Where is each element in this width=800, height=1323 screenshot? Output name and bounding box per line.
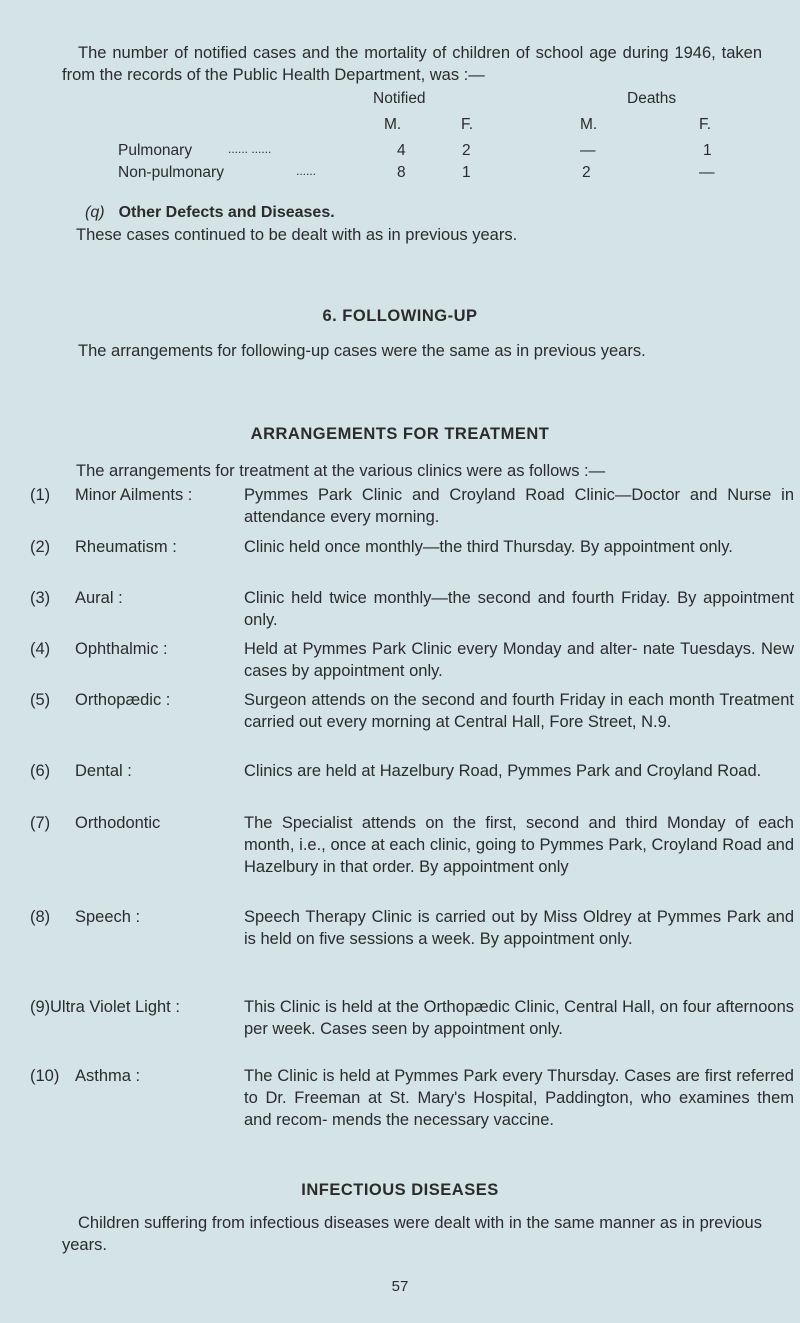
subsection-letter: (q)	[85, 204, 105, 221]
table-row-leader: ...... ......	[228, 142, 272, 156]
table-header-notified-m: M.	[384, 116, 402, 133]
item-description: Clinics are held at Hazelbury Road, Pymmes Park and Croyland Road.	[244, 762, 762, 780]
item-description: Clinic held once monthly—the third Thursday. By appointment only.	[244, 538, 733, 556]
intro-paragraph: The number of notified cases and the mortality of children of school age during 1946, taken from the records of the Public Health Department, was :—	[62, 44, 762, 84]
treatment-intro: The arrangements for treatment at the various clinics were as follows :—	[76, 462, 606, 480]
table-cell: 2	[582, 164, 591, 181]
table-row-label: Pulmonary	[118, 142, 193, 159]
item-description: Surgeon attends on the second and fourth Friday in each month Treatment carried out every morning at Central Hall, Fore Street, N.9.	[244, 691, 794, 731]
page-number: 57	[391, 1278, 409, 1295]
item-label: Ultra Violet Light :	[50, 998, 180, 1016]
item-description: Clinic held twice monthly—the second and fourth Friday. By appointment only.	[244, 589, 794, 629]
table-row-label: Non-pulmonary	[118, 164, 224, 181]
table-cell: 4	[397, 142, 406, 159]
infectious-text: Children suffering from infectious diseases were dealt with in the same manner as in previous years.	[62, 1214, 762, 1254]
item-description: The Specialist attends on the first, second and third Monday of each month, i.e., once at each clinic, going to Pymmes Park, Croyland Road and Hazelbury in that order. By appointment only	[244, 814, 794, 876]
section-title-infectious: INFECTIOUS DISEASES	[301, 1181, 499, 1199]
item-number: (10)	[30, 1067, 60, 1085]
item-number: (1)	[30, 486, 51, 504]
item-number: (9)	[30, 998, 51, 1016]
following-up-text: The arrangements for following-up cases were the same as in previous years.	[78, 342, 646, 360]
item-label: Minor Ailments :	[75, 486, 193, 504]
item-number: (8)	[30, 908, 51, 926]
table-cell: 1	[462, 164, 471, 181]
item-number: (7)	[30, 814, 51, 832]
item-description: Pymmes Park Clinic and Croyland Road Clinic—Doctor and Nurse in attendance every morning.	[244, 486, 794, 526]
item-label: Ophthalmic :	[75, 640, 168, 658]
item-number: (3)	[30, 589, 51, 607]
item-description: Speech Therapy Clinic is carried out by Miss Oldrey at Pymmes Park and is held on five sessions a week. By appointment only.	[244, 908, 794, 948]
table-header-deaths-m: M.	[580, 116, 598, 133]
item-number: (2)	[30, 538, 51, 556]
item-description: This Clinic is held at the Orthopædic Clinic, Central Hall, on four afternoons per week. Cases seen by appointment only.	[244, 998, 794, 1038]
item-description: The Clinic is held at Pymmes Park every Thursday. Cases are first referred to Dr. Freeman at St. Mary's Hospital, Paddington, who examines them and recom- mends the necessary vaccine.	[244, 1067, 794, 1129]
table-row-leader: ......	[296, 164, 317, 178]
table-cell: 1	[703, 142, 712, 159]
item-label: Orthodontic	[75, 814, 161, 832]
item-label: Orthopædic :	[75, 691, 171, 709]
item-label: Rheumatism :	[75, 538, 177, 556]
table-group-deaths: Deaths	[627, 90, 677, 107]
item-number: (5)	[30, 691, 51, 709]
cases-table	[0, 90, 800, 190]
table-cell: —	[580, 142, 596, 159]
table-cell: —	[699, 164, 715, 181]
item-label: Aural :	[75, 589, 123, 607]
table-cell: 8	[397, 164, 406, 181]
item-number: (6)	[30, 762, 51, 780]
subsection-text: These cases continued to be dealt with as in previous years.	[76, 226, 518, 244]
table-header-deaths-f: F.	[699, 116, 712, 133]
subsection-title: Other Defects and Diseases.	[118, 204, 335, 221]
item-label: Dental :	[75, 762, 132, 780]
section-title-treatment: ARRANGEMENTS FOR TREATMENT	[250, 425, 550, 443]
table-header-notified-f: F.	[461, 116, 474, 133]
item-number: (4)	[30, 640, 51, 658]
item-label: Asthma :	[75, 1067, 141, 1085]
item-label: Speech :	[75, 908, 141, 926]
table-cell: 2	[462, 142, 471, 159]
item-description: Held at Pymmes Park Clinic every Monday and alter- nate Tuesdays. New cases by appointment only.	[244, 640, 794, 680]
section-title-following-up: 6. FOLLOWING-UP	[322, 307, 478, 325]
table-group-notified: Notified	[373, 90, 426, 107]
subsection-heading	[85, 202, 335, 224]
